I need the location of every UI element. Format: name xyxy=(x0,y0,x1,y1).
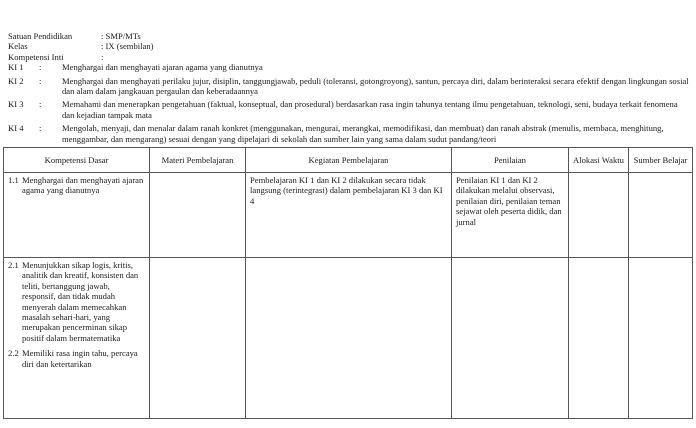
ki-description: Mengolah, menyaji, dan menalar dalam ranah konkret (menggunakan, mengurai, merangkai, memodifikasi, dan membuat) dan ranah abstrak (menulis, membaca, menghitung, menggambar, dan mengarang) sesuai dengan yang dipelajari di sekolah dan sumber lain yang sama dalam sudut pandang/teori xyxy=(62,123,664,144)
kompetensi-inti-value: : xyxy=(101,51,104,62)
kegiatan-cell xyxy=(246,258,452,419)
kelas-value: : IX (sembilan) xyxy=(101,41,154,52)
ki-item-1 xyxy=(8,62,692,72)
col-header-sumber: Sumber Belajar xyxy=(629,148,693,173)
kd-text: Menunjukkan sikap logis, kritis, analitik dan kreatif, konsisten dan teliti, bertanggung jawab, responsif, dan tidak mudah menyerah dalam memecahkan masalah sehari-hari, yang merupakan pencerminan sikap positif dalam bermatematika xyxy=(22,260,139,343)
col-header-penilaian: Penilaian xyxy=(452,148,569,173)
ki-item-4 xyxy=(8,123,692,144)
ki-code: KI 4 xyxy=(8,123,24,134)
satuan-label: Satuan Pendidikan xyxy=(8,31,73,41)
ki-code: KI 2 xyxy=(8,75,24,86)
satuan-value: : SMP/MTs xyxy=(101,31,141,41)
kd-item xyxy=(8,348,145,369)
kd-text: Menghargai dan menghayati ajaran agama yang dianutnya xyxy=(22,175,144,196)
materi-cell xyxy=(150,258,246,419)
sumber-cell xyxy=(629,258,693,419)
kd-number: 1.1 xyxy=(8,175,19,185)
penilaian-cell xyxy=(452,258,569,419)
ki-code: KI 1 xyxy=(8,62,24,73)
ki-code: KI 3 xyxy=(8,99,24,110)
kd-text: Memiliki rasa ingin tahu, percaya diri dan ketertarikan xyxy=(22,348,138,369)
table-row xyxy=(4,173,693,258)
kegiatan-cell xyxy=(246,173,452,258)
kd-cell xyxy=(4,173,150,258)
kelas-label: Kelas xyxy=(8,41,28,52)
sumber-cell xyxy=(629,173,693,258)
ki-colon: : xyxy=(39,99,42,110)
kompetensi-inti-label: Kompetensi Inti xyxy=(8,51,64,62)
ki-colon: : xyxy=(39,123,42,134)
col-header-kompetensi-dasar: Kompetensi Dasar xyxy=(4,148,150,173)
ki-description: Menghargai dan menghayati perilaku jujur, disiplin, tanggungjawab, peduli (toleransi, gotongroyong), santun, percaya diri, dalam berinteraksi secara efektif dengan lingkungan sosial dan alam dalam jangkauan pergaulan dan keberadaannya xyxy=(62,75,689,96)
kd-item xyxy=(8,260,145,343)
kelas-row xyxy=(8,41,692,51)
ki-item-3 xyxy=(8,99,692,120)
ki-item-2 xyxy=(8,76,692,97)
silabus-table xyxy=(3,147,693,419)
kegiatan-text: Pembelajaran KI 1 dan KI 2 dilakukan secara tidak langsung (terintegrasi) dalam pembelajaran KI 3 dan KI 4 xyxy=(250,175,443,206)
kd-number: 2.2 xyxy=(8,348,19,359)
alokasi-cell xyxy=(569,173,629,258)
kompetensi-inti-row xyxy=(8,52,692,62)
penilaian-text: Penilaian KI 1 dan KI 2 dilakukan melalui observasi, penilaian diri, penilaian teman sejawat oleh peserta didik, dan jurnal xyxy=(456,175,562,227)
kd-number: 2.1 xyxy=(8,260,19,270)
penilaian-cell xyxy=(452,173,569,258)
col-header-alokasi: Alokasi Waktu xyxy=(569,148,629,173)
ki-description: Menghargai dan menghayati ajaran agama yang dianutnya xyxy=(62,62,263,73)
materi-cell xyxy=(150,173,246,258)
document-header xyxy=(8,31,692,144)
kd-item xyxy=(8,175,145,196)
table-header-row xyxy=(4,148,693,173)
alokasi-cell xyxy=(569,258,629,419)
col-header-materi: Materi Pembelajaran xyxy=(150,148,246,173)
table-row xyxy=(4,258,693,419)
satuan-row xyxy=(8,31,692,41)
kd-cell xyxy=(4,258,150,419)
col-header-kegiatan: Kegiatan Pembelajaran xyxy=(246,148,452,173)
ki-description: Memahami dan menerapkan pengetahuan (faktual, konseptual, dan prosedural) berdasarkan rasa ingin tahunya tentang ilmu pengetahuan, teknologi, seni, budaya terkait fenomena dan kejadian tampak mata xyxy=(62,99,678,120)
ki-colon: : xyxy=(39,75,42,86)
ki-colon: : xyxy=(39,62,42,73)
